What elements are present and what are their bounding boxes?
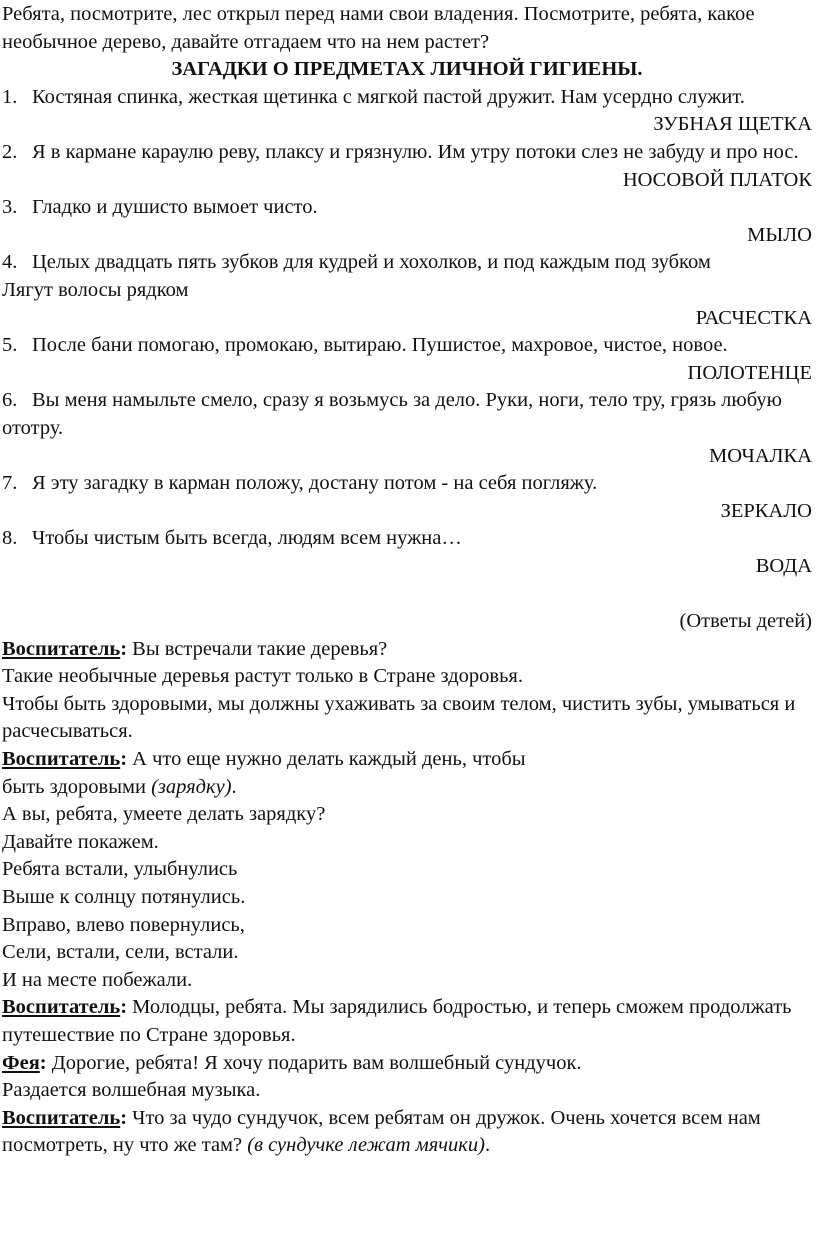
- riddle-number: 2.: [2, 140, 18, 163]
- intro-paragraph: Ребята, посмотрите, лес открыл перед нами свои владения. Посмотрите, ребята, какое необычное дерево, давайте отгадаем что на нем растет?: [2, 3, 755, 53]
- riddle-3: [2, 194, 812, 249]
- poem-line: И на месте побежали.: [2, 968, 193, 991]
- riddle-1: [2, 84, 812, 139]
- riddle-text: Костяная спинка, жесткая щетинка с мягкой пастой дружит. Нам усердно служит.: [32, 85, 745, 108]
- riddle-answer: ЗУБНАЯ ЩЕТКА: [653, 113, 812, 136]
- poem-line: Выше к солнцу потянулись.: [2, 886, 246, 908]
- riddle-extra-line: Лягут волосы рядком: [2, 278, 189, 301]
- stage-note: (в сундучке лежат мячики): [247, 1134, 485, 1157]
- riddle-text: Вы меня намыльте смело, сразу я возьмусь за дело. Руки, ноги, тело тру, грязь любую ототру.: [2, 389, 782, 439]
- speaker-label: Фея: [2, 1051, 40, 1074]
- poem-line: Ребята встали, улыбнулись: [2, 858, 238, 881]
- dialog-line: А вы, ребята, умеете делать зарядку?: [2, 803, 326, 826]
- dialog-line: Такие необычные деревья растут только в Стране здоровья.: [2, 665, 523, 688]
- riddle-number: 4.: [2, 251, 18, 274]
- dialog-line: Фея: Дорогие, ребята! Я хочу подарить вам волшебный сундучок.: [2, 1051, 582, 1074]
- dialog-line: Раздается волшебная музыка.: [2, 1079, 261, 1102]
- riddle-4: [2, 249, 812, 332]
- riddle-answer: ЗЕРКАЛО: [720, 499, 812, 522]
- riddle-number: 1.: [2, 85, 18, 108]
- poem-line: Вправо, влево повернулись,: [2, 913, 245, 936]
- exercise-poem: [2, 856, 812, 994]
- riddle-number: 6.: [2, 389, 18, 412]
- riddle-answer: МЫЛО: [747, 223, 812, 246]
- dialog-line: Воспитатель: Что за чудо сундучок, всем ребятам он дружок. Очень хочется всем нам посмотреть, ну что же там? (в сундучке лежат мячики).: [2, 1106, 761, 1157]
- riddle-text: Гладко и душисто вымоет чисто.: [32, 196, 318, 219]
- riddle-answer: РАСЧЕСТКА: [695, 306, 812, 329]
- dialog-line: Воспитатель: А что еще нужно делать каждый день, чтобы: [2, 748, 526, 771]
- speaker-label: Воспитатель: [2, 996, 121, 1019]
- riddle-2: [2, 139, 812, 194]
- dialog-line: Чтобы быть здоровыми, мы должны ухаживать за своим телом, чистить зубы, умываться и расчесываться.: [2, 692, 796, 743]
- riddle-text: После бани помогаю, промокаю, вытираю. Пушистое, махровое, чистое, новое.: [32, 334, 728, 357]
- children-answers-note: (Ответы детей): [679, 610, 812, 633]
- riddle-text: Целых двадцать пять зубков для кудрей и хохолков, и под каждым под зубком: [32, 251, 711, 274]
- riddle-text: Я в кармане караулю реву, плаксу и грязнулю. Им утру потоки слез не забуду и про нос.: [32, 140, 799, 163]
- speaker-label: Воспитатель: [2, 637, 121, 660]
- blank-line: [2, 580, 812, 608]
- dialog-line: Воспитатель: Вы встречали такие деревья?: [2, 637, 388, 660]
- riddle-number: 5.: [2, 334, 18, 357]
- riddle-8: [2, 525, 812, 580]
- riddle-text: Я эту загадку в карман положу, достану потом - на себя погляжу.: [32, 472, 598, 495]
- riddle-answer: МОЧАЛКА: [708, 444, 812, 467]
- riddle-7: [2, 470, 812, 525]
- riddle-answer: ПОЛОТЕНЦЕ: [687, 361, 812, 384]
- riddle-number: 3.: [2, 196, 18, 219]
- dialog-line: быть здоровыми (зарядку).: [2, 775, 237, 798]
- riddle-number: 7.: [2, 472, 18, 495]
- speaker-label: Воспитатель: [2, 1106, 121, 1129]
- riddle-answer: ВОДА: [755, 554, 812, 577]
- riddle-answer: НОСОВОЙ ПЛАТОК: [622, 168, 812, 191]
- dialog-line: Воспитатель: Молодцы, ребята. Мы зарядились бодростью, и теперь сможем продолжать путешествие по Стране здоровья.: [2, 996, 792, 1046]
- section-title: ЗАГАДКИ О ПРЕДМЕТАХ ЛИЧНОЙ ГИГИЕНЫ.: [171, 58, 643, 81]
- dialog-line: Давайте покажем.: [2, 830, 159, 853]
- riddle-number: 8.: [2, 527, 18, 550]
- speaker-label: Воспитатель: [2, 748, 121, 771]
- riddle-6: [2, 387, 812, 470]
- riddle-text: Чтобы чистым быть всегда, людям всем нужна…: [32, 527, 462, 550]
- stage-note: (зарядку): [151, 775, 232, 798]
- poem-line: Сели, встали, сели, встали.: [2, 941, 239, 964]
- riddle-5: [2, 332, 812, 387]
